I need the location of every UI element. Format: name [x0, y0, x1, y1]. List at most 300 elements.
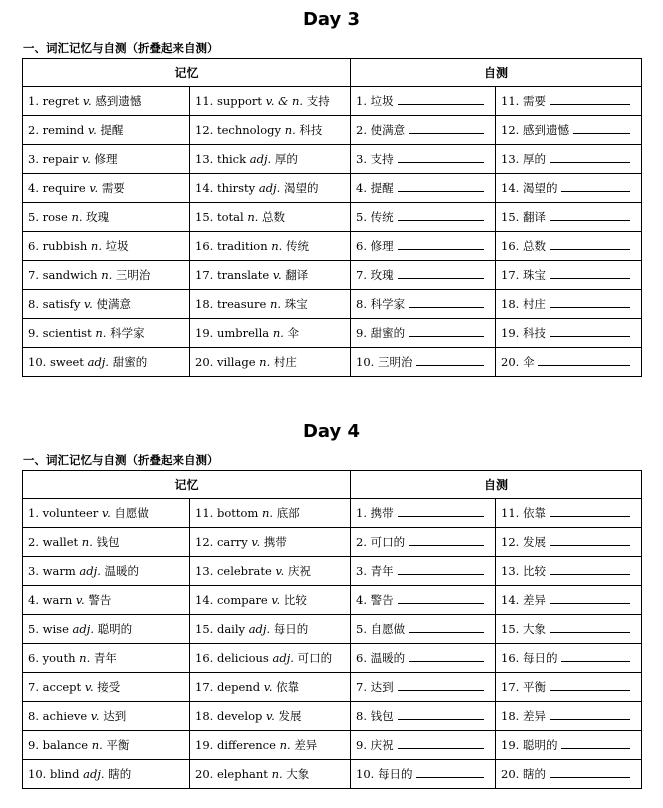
item-number: 8.: [28, 709, 39, 723]
item-number: 10.: [28, 355, 47, 369]
table-row: [23, 348, 642, 377]
answer-blank[interactable]: [409, 325, 484, 337]
english-word: village: [216, 355, 256, 369]
chinese-prompt: 垃圾: [370, 94, 394, 108]
chinese-prompt: 平衡: [522, 680, 546, 694]
english-word: satisfy: [42, 297, 81, 311]
english-word: youth: [42, 651, 76, 665]
answer-blank[interactable]: [550, 766, 630, 778]
chinese-meaning: 提醒: [100, 123, 124, 137]
item-number: 6.: [356, 239, 367, 253]
chinese-prompt: 聪明的: [522, 738, 558, 752]
chinese-meaning: 科学家: [110, 326, 145, 340]
answer-blank[interactable]: [550, 679, 630, 691]
item-number: 6.: [356, 651, 367, 665]
item-number: 8.: [356, 297, 367, 311]
chinese-prompt: 厚的: [522, 152, 546, 166]
answer-blank[interactable]: [398, 238, 484, 250]
part-of-speech: adj.: [258, 181, 281, 195]
answer-blank[interactable]: [561, 650, 630, 662]
chinese-prompt: 科技: [522, 326, 546, 340]
memory-cell: [190, 116, 351, 145]
test-cell: [351, 203, 496, 232]
chinese-meaning: 依靠: [276, 680, 300, 694]
part-of-speech: n.: [247, 210, 259, 224]
chinese-prompt: 每日的: [522, 651, 558, 665]
chinese-meaning: 大象: [286, 767, 310, 781]
item-number: 4.: [28, 181, 39, 195]
item-number: 4.: [356, 593, 367, 607]
memory-cell: [23, 290, 190, 319]
english-word: wise: [42, 622, 69, 636]
english-word: difference: [216, 738, 276, 752]
chinese-meaning: 比较: [283, 593, 307, 607]
day-3-vocab-table: [22, 58, 642, 377]
item-number: 7.: [356, 680, 367, 694]
part-of-speech: v.: [271, 593, 281, 607]
item-number: 16.: [501, 651, 520, 665]
answer-blank[interactable]: [416, 766, 484, 778]
item-number: 5.: [28, 210, 39, 224]
chinese-prompt: 支持: [370, 152, 394, 166]
english-word: compare: [216, 593, 268, 607]
part-of-speech: n.: [270, 297, 282, 311]
item-number: 7.: [28, 680, 39, 694]
chinese-prompt: 携带: [370, 506, 394, 520]
part-of-speech: n.: [91, 738, 103, 752]
table-row: [23, 87, 642, 116]
chinese-meaning: 传统: [285, 239, 309, 253]
chinese-prompt: 钱包: [370, 709, 394, 723]
chinese-prompt: 修理: [370, 239, 394, 253]
chinese-meaning: 达到: [103, 709, 127, 723]
test-cell: [351, 644, 496, 673]
memory-cell: [23, 586, 190, 615]
answer-blank[interactable]: [409, 122, 484, 134]
memory-cell: [190, 673, 351, 702]
item-number: 3.: [356, 564, 367, 578]
test-cell: [351, 174, 496, 203]
answer-blank[interactable]: [550, 209, 630, 221]
test-cell: [496, 319, 642, 348]
item-number: 20.: [501, 767, 520, 781]
test-cell: [496, 557, 642, 586]
english-word: delicious: [216, 651, 269, 665]
day-4-vocab-table: [22, 470, 642, 789]
table-row: [23, 232, 642, 261]
test-cell: [351, 702, 496, 731]
part-of-speech: adj.: [87, 355, 110, 369]
item-number: 9.: [356, 738, 367, 752]
part-of-speech: v.: [251, 535, 261, 549]
item-number: 17.: [195, 268, 214, 282]
item-number: 3.: [28, 152, 39, 166]
chinese-meaning: 平衡: [106, 738, 130, 752]
test-cell: [351, 116, 496, 145]
test-cell: [496, 644, 642, 673]
memory-cell: [23, 499, 190, 528]
english-word: support: [216, 94, 263, 108]
table-row: [23, 174, 642, 203]
table-row: [23, 615, 642, 644]
test-cell: [496, 348, 642, 377]
part-of-speech: v. & n.: [265, 94, 304, 108]
part-of-speech: adj.: [83, 767, 105, 781]
english-word: tradition: [216, 239, 268, 253]
item-number: 12.: [501, 535, 520, 549]
chinese-prompt: 发展: [522, 535, 546, 549]
english-word: celebrate: [216, 564, 272, 578]
test-cell: [351, 615, 496, 644]
chinese-prompt: 依靠: [522, 506, 546, 520]
answer-blank[interactable]: [550, 267, 630, 279]
memory-cell: [23, 731, 190, 760]
memory-cell: [190, 348, 351, 377]
chinese-prompt: 大象: [522, 622, 546, 636]
item-number: 18.: [501, 709, 520, 723]
part-of-speech: v.: [266, 709, 275, 723]
part-of-speech: v.: [87, 123, 97, 137]
english-word: accept: [42, 680, 82, 694]
chinese-prompt: 达到: [370, 680, 394, 694]
memory-cell: [23, 528, 190, 557]
answer-blank[interactable]: [398, 93, 484, 105]
answer-blank[interactable]: [550, 708, 630, 720]
memory-cell: [190, 145, 351, 174]
chinese-meaning: 聪明的: [97, 622, 133, 636]
english-word: blind: [49, 767, 80, 781]
answer-blank[interactable]: [398, 209, 484, 221]
part-of-speech: n.: [81, 535, 93, 549]
part-of-speech: n.: [261, 506, 274, 520]
item-number: 9.: [28, 326, 39, 340]
part-of-speech: adj.: [248, 622, 271, 636]
item-number: 20.: [195, 355, 214, 369]
english-word: repair: [42, 152, 79, 166]
chinese-meaning: 总数: [262, 210, 286, 224]
test-cell: [351, 731, 496, 760]
memory-cell: [190, 499, 351, 528]
item-number: 15.: [501, 622, 520, 636]
answer-blank[interactable]: [416, 354, 484, 366]
memory-cell: [23, 203, 190, 232]
item-number: 14.: [501, 593, 520, 607]
part-of-speech: adj.: [79, 564, 101, 578]
answer-blank[interactable]: [398, 737, 484, 749]
item-number: 12.: [195, 123, 214, 137]
item-number: 10.: [28, 767, 47, 781]
chinese-prompt: 传统: [370, 210, 394, 224]
item-number: 2.: [28, 123, 39, 137]
test-cell: [496, 499, 642, 528]
memory-cell: [190, 319, 351, 348]
part-of-speech: v.: [84, 680, 94, 694]
table-row: [23, 528, 642, 557]
memory-cell: [190, 702, 351, 731]
answer-blank[interactable]: [409, 621, 484, 633]
item-number: 14.: [501, 181, 520, 195]
item-number: 15.: [501, 210, 520, 224]
day-4-section-label: 一、词汇记忆与自测（折叠起来自测）: [23, 453, 219, 467]
chinese-prompt: 温暖的: [370, 651, 406, 665]
memory-cell: [190, 203, 351, 232]
chinese-prompt: 提醒: [370, 181, 394, 195]
test-cell: [351, 232, 496, 261]
chinese-meaning: 村庄: [273, 355, 297, 369]
table-row: [23, 145, 642, 174]
chinese-meaning: 温暖的: [104, 564, 140, 578]
memory-cell: [190, 760, 351, 789]
item-number: 7.: [28, 268, 39, 282]
item-number: 1.: [356, 506, 367, 520]
part-of-speech: v.: [75, 593, 85, 607]
chinese-meaning: 修理: [94, 152, 118, 166]
test-cell: [351, 261, 496, 290]
part-of-speech: n.: [90, 239, 102, 253]
item-number: 9.: [28, 738, 39, 752]
answer-blank[interactable]: [398, 267, 484, 279]
english-word: require: [42, 181, 86, 195]
chinese-meaning: 需要: [101, 181, 125, 195]
answer-blank[interactable]: [398, 151, 484, 163]
part-of-speech: v.: [275, 564, 285, 578]
answer-blank[interactable]: [550, 505, 630, 517]
part-of-speech: v.: [272, 268, 282, 282]
chinese-meaning: 差异: [294, 738, 318, 752]
chinese-prompt: 村庄: [522, 297, 546, 311]
answer-blank[interactable]: [573, 122, 630, 134]
english-word: rose: [42, 210, 68, 224]
item-number: 13.: [501, 564, 520, 578]
item-number: 6.: [28, 239, 39, 253]
item-number: 18.: [501, 297, 520, 311]
answer-blank[interactable]: [398, 592, 484, 604]
item-number: 16.: [501, 239, 520, 253]
chinese-prompt: 玫瑰: [370, 268, 394, 282]
english-word: bottom: [216, 506, 259, 520]
memory-cell: [190, 290, 351, 319]
item-number: 2.: [356, 535, 367, 549]
chinese-prompt: 差异: [522, 709, 546, 723]
chinese-meaning: 玫瑰: [86, 210, 110, 224]
answer-blank[interactable]: [398, 505, 484, 517]
test-header: 自测: [351, 471, 642, 499]
answer-blank[interactable]: [409, 650, 484, 662]
part-of-speech: v.: [90, 709, 100, 723]
chinese-prompt: 警告: [370, 593, 394, 607]
chinese-prompt: 需要: [522, 94, 546, 108]
english-word: regret: [42, 94, 80, 108]
answer-blank[interactable]: [550, 621, 630, 633]
chinese-meaning: 警告: [88, 593, 112, 607]
chinese-meaning: 甜蜜的: [112, 355, 148, 369]
item-number: 20.: [195, 767, 214, 781]
answer-blank[interactable]: [538, 354, 630, 366]
test-cell: [351, 499, 496, 528]
english-word: thick: [216, 152, 247, 166]
answer-blank[interactable]: [398, 708, 484, 720]
table-row: [23, 760, 642, 789]
item-number: 19.: [501, 738, 520, 752]
english-word: scientist: [42, 326, 92, 340]
chinese-prompt: 使满意: [370, 123, 406, 137]
memory-cell: [23, 760, 190, 789]
table-row: [23, 702, 642, 731]
item-number: 14.: [195, 593, 214, 607]
part-of-speech: n.: [95, 326, 107, 340]
item-number: 19.: [501, 326, 520, 340]
chinese-prompt: 珠宝: [522, 268, 546, 282]
answer-blank[interactable]: [398, 180, 484, 192]
memory-cell: [23, 557, 190, 586]
item-number: 15.: [195, 622, 214, 636]
memory-cell: [190, 615, 351, 644]
item-number: 3.: [356, 152, 367, 166]
item-number: 17.: [501, 268, 520, 282]
test-cell: [496, 528, 642, 557]
answer-blank[interactable]: [550, 592, 630, 604]
test-cell: [496, 673, 642, 702]
table-row: [23, 319, 642, 348]
english-word: remind: [42, 123, 85, 137]
test-cell: [496, 203, 642, 232]
chinese-prompt: 伞: [522, 355, 535, 369]
item-number: 4.: [356, 181, 367, 195]
chinese-prompt: 科学家: [370, 297, 406, 311]
english-word: sweet: [49, 355, 84, 369]
table-row: [23, 586, 642, 615]
part-of-speech: n.: [101, 268, 113, 282]
test-cell: [351, 586, 496, 615]
item-number: 18.: [195, 297, 214, 311]
test-cell: [351, 145, 496, 174]
english-word: depend: [216, 680, 261, 694]
memory-cell: [23, 702, 190, 731]
part-of-speech: v.: [82, 94, 92, 108]
memory-cell: [190, 232, 351, 261]
test-header: 自测: [351, 59, 642, 87]
chinese-meaning: 庆祝: [287, 564, 311, 578]
chinese-meaning: 科技: [299, 123, 323, 137]
chinese-meaning: 翻译: [285, 268, 309, 282]
chinese-prompt: 三明治: [377, 355, 413, 369]
day-3-title: Day 3: [302, 9, 361, 30]
memory-cell: [190, 174, 351, 203]
part-of-speech: v.: [82, 152, 91, 166]
chinese-prompt: 可口的: [370, 535, 406, 549]
chinese-meaning: 渴望的: [283, 181, 319, 195]
answer-blank[interactable]: [409, 534, 484, 546]
item-number: 8.: [28, 297, 39, 311]
answer-blank[interactable]: [561, 737, 630, 749]
chinese-prompt: 渴望的: [522, 181, 558, 195]
answer-blank[interactable]: [398, 563, 484, 575]
table-row: [23, 673, 642, 702]
chinese-meaning: 珠宝: [284, 297, 308, 311]
item-number: 4.: [28, 593, 39, 607]
chinese-meaning: 每日的: [273, 622, 309, 636]
english-word: wallet: [42, 535, 79, 549]
memory-cell: [23, 644, 190, 673]
answer-blank[interactable]: [550, 534, 630, 546]
item-number: 2.: [356, 123, 367, 137]
chinese-prompt: 自愿做: [370, 622, 406, 636]
item-number: 1.: [356, 94, 367, 108]
chinese-meaning: 自愿做: [114, 506, 149, 520]
item-number: 13.: [501, 152, 520, 166]
item-number: 6.: [28, 651, 39, 665]
english-word: elephant: [216, 767, 268, 781]
english-word: warm: [42, 564, 76, 578]
item-number: 13.: [195, 564, 214, 578]
item-number: 20.: [501, 355, 520, 369]
memory-cell: [190, 644, 351, 673]
chinese-meaning: 厚的: [274, 152, 298, 166]
chinese-meaning: 携带: [263, 535, 287, 549]
item-number: 11.: [501, 506, 520, 520]
answer-blank[interactable]: [398, 679, 484, 691]
chinese-meaning: 钱包: [96, 535, 120, 549]
chinese-meaning: 可口的: [297, 651, 333, 665]
item-number: 2.: [28, 535, 39, 549]
english-word: warn: [42, 593, 73, 607]
english-word: volunteer: [42, 506, 99, 520]
part-of-speech: n.: [271, 239, 283, 253]
answer-blank[interactable]: [409, 296, 484, 308]
memory-cell: [23, 174, 190, 203]
chinese-meaning: 底部: [276, 506, 300, 520]
english-word: total: [216, 210, 244, 224]
test-cell: [351, 557, 496, 586]
memory-cell: [190, 87, 351, 116]
part-of-speech: n.: [284, 123, 296, 137]
chinese-meaning: 瞎的: [108, 767, 132, 781]
english-word: thirsty: [216, 181, 256, 195]
part-of-speech: v.: [101, 506, 111, 520]
chinese-prompt: 差异: [522, 593, 546, 607]
answer-blank[interactable]: [550, 151, 630, 163]
test-cell: [496, 702, 642, 731]
answer-blank[interactable]: [550, 296, 630, 308]
answer-blank[interactable]: [550, 93, 630, 105]
answer-blank[interactable]: [550, 325, 630, 337]
answer-blank[interactable]: [550, 238, 630, 250]
item-number: 8.: [356, 709, 367, 723]
table-row: [23, 290, 642, 319]
day-3-section-label: 一、词汇记忆与自测（折叠起来自测）: [23, 41, 219, 55]
answer-blank[interactable]: [550, 563, 630, 575]
english-word: sandwich: [42, 268, 98, 282]
english-word: technology: [216, 123, 282, 137]
chinese-meaning: 使满意: [96, 297, 131, 311]
english-word: rubbish: [42, 239, 88, 253]
item-number: 5.: [28, 622, 39, 636]
memory-header: 记忆: [23, 59, 351, 87]
item-number: 17.: [501, 680, 520, 694]
table-row: [23, 731, 642, 760]
part-of-speech: v.: [84, 297, 93, 311]
part-of-speech: v.: [263, 680, 273, 694]
english-word: develop: [216, 709, 263, 723]
item-number: 16.: [195, 239, 214, 253]
test-cell: [496, 261, 642, 290]
test-cell: [496, 232, 642, 261]
part-of-speech: n.: [272, 326, 284, 340]
memory-cell: [23, 145, 190, 174]
english-word: daily: [216, 622, 246, 636]
english-word: carry: [216, 535, 248, 549]
answer-blank[interactable]: [561, 180, 630, 192]
